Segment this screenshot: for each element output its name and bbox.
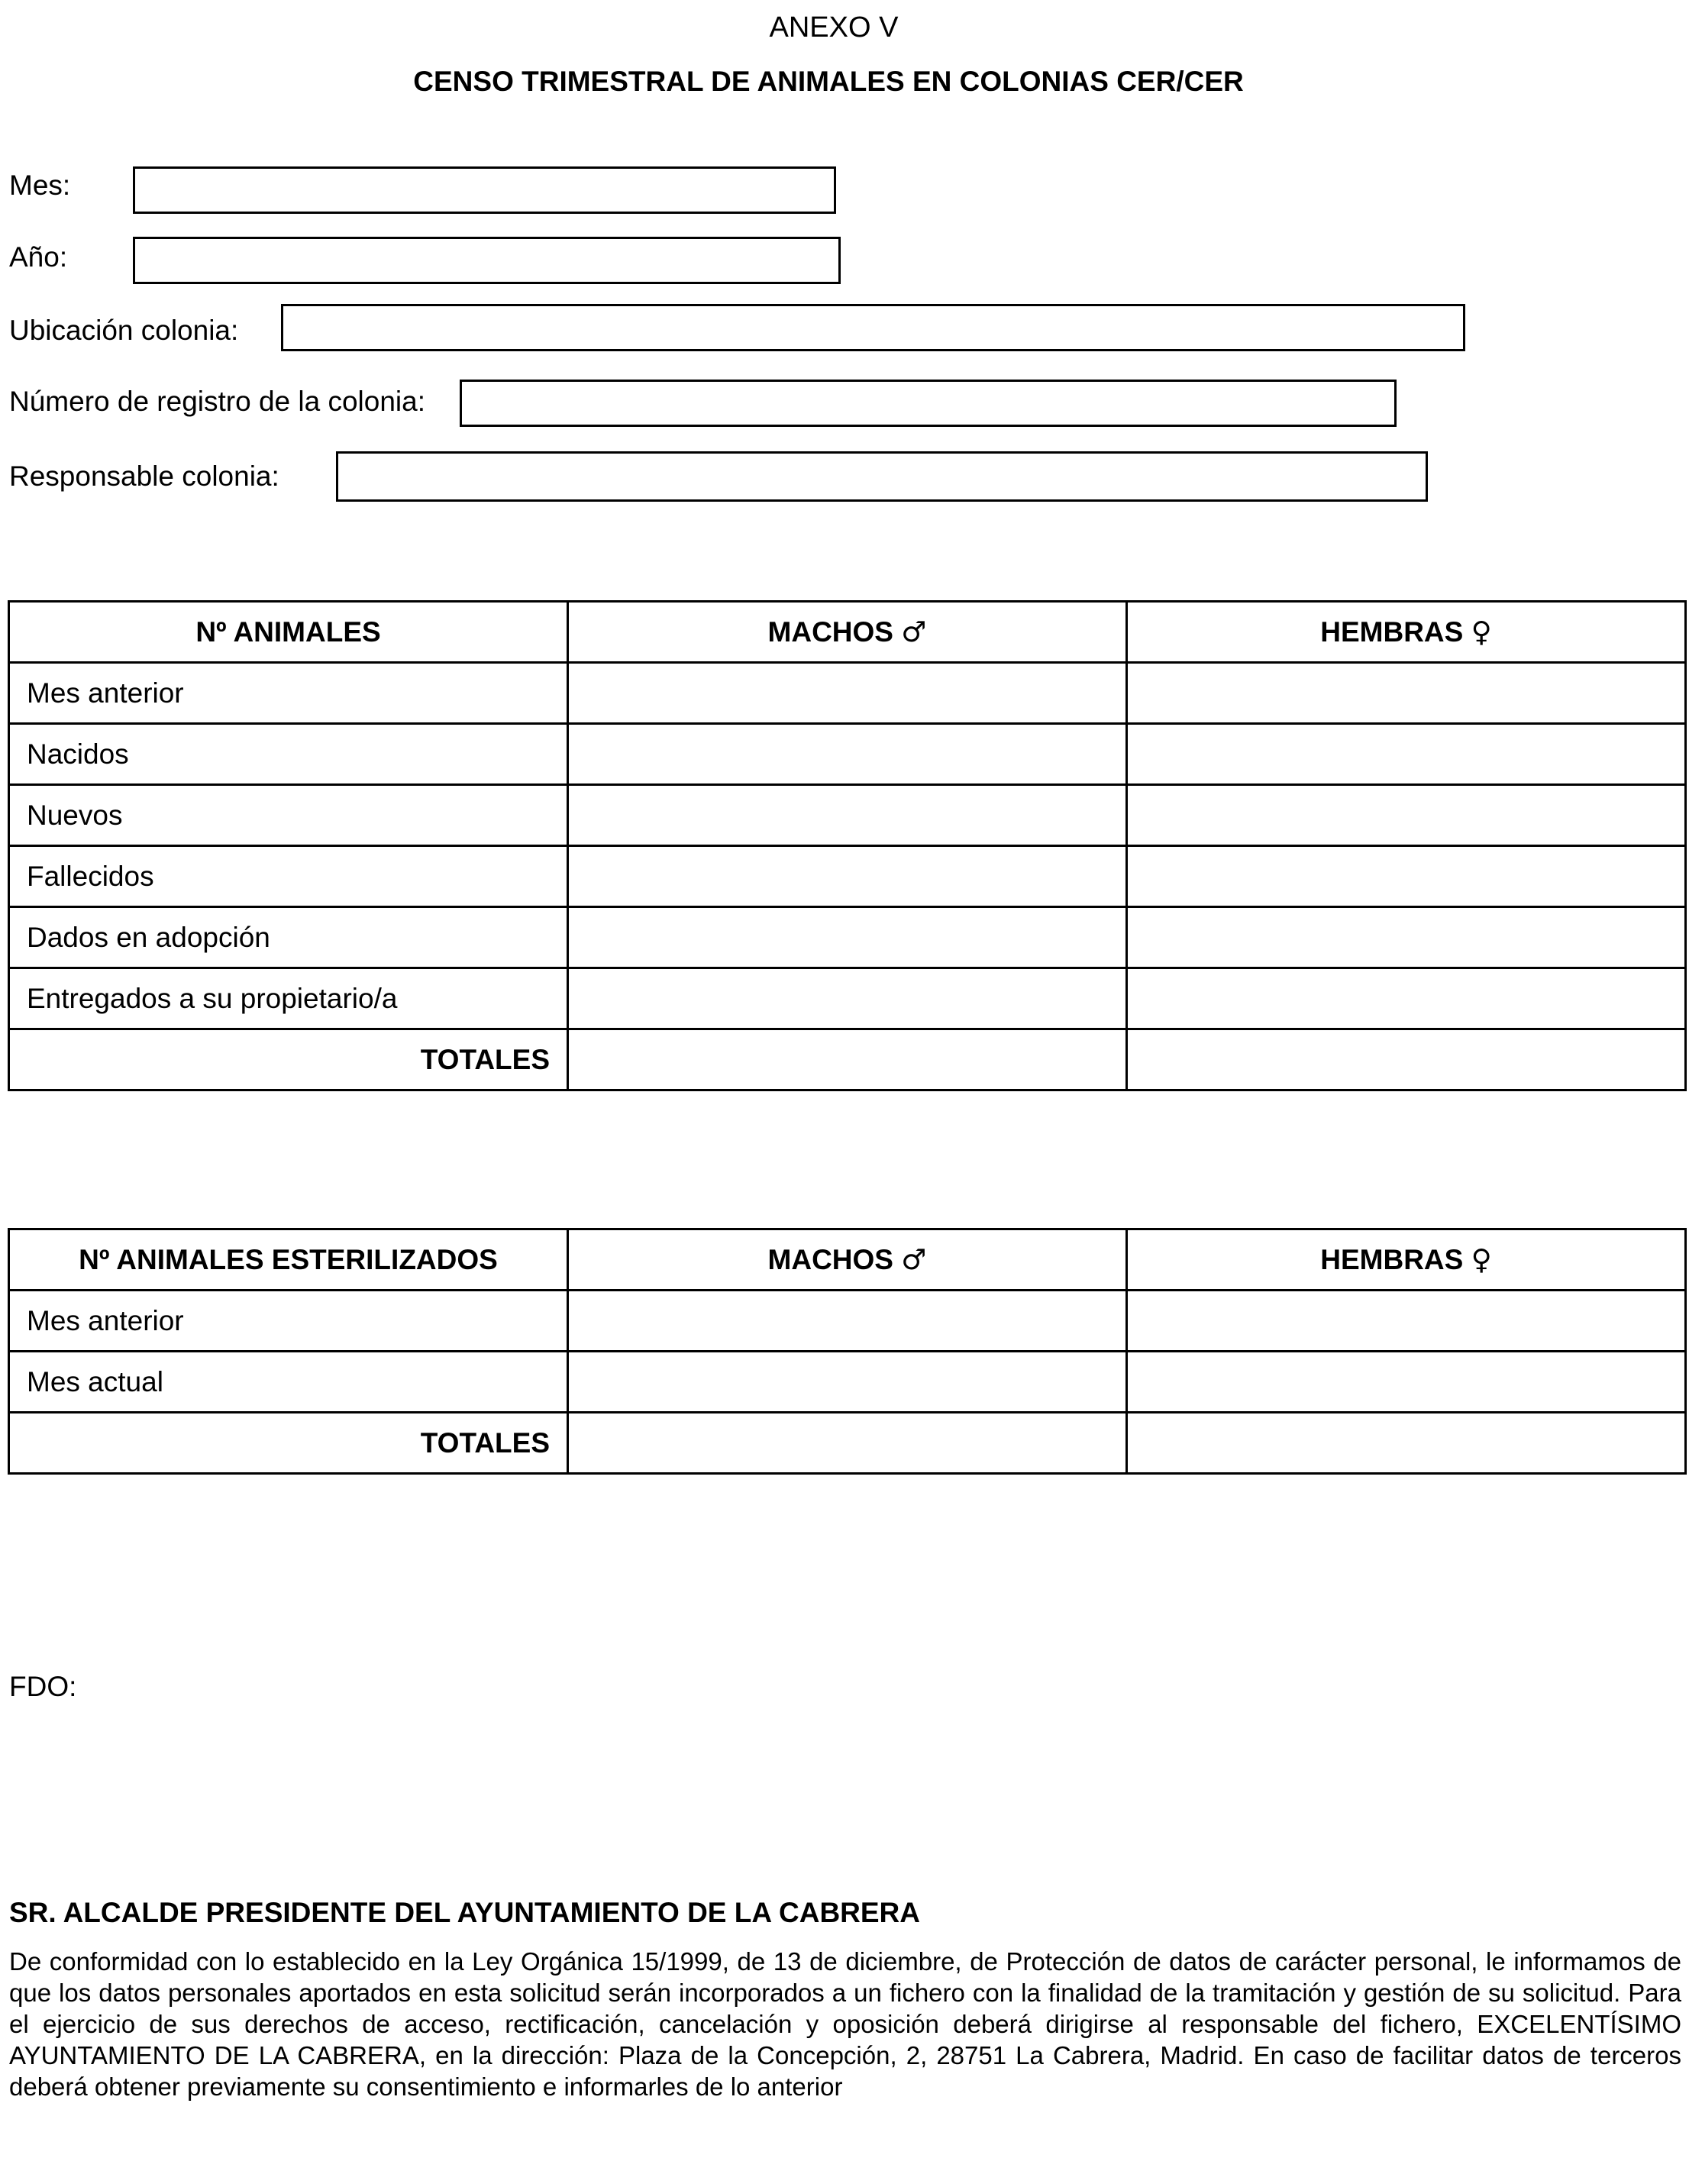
animals-table: [8, 600, 1687, 1091]
male-symbol-icon: ♂: [901, 1243, 927, 1276]
cell-females-total[interactable]: [1127, 1413, 1686, 1474]
cell-males-total[interactable]: [568, 1029, 1127, 1090]
signature-label: FDO:: [9, 1671, 77, 1702]
table-row: [9, 1352, 1686, 1413]
male-symbol-icon: ♂: [901, 615, 927, 648]
table-header-row: [9, 1229, 1686, 1291]
table-row: [9, 724, 1686, 785]
totals-label: TOTALES: [9, 1029, 568, 1090]
annex-label: ANEXO V: [769, 11, 899, 44]
legal-notice: De conformidad con lo establecido en la Ley Orgánica 15/1999, de 13 de diciembre, de Protección de datos de carácter personal, le informamos de que los datos personales aportados en esta solicitud serán incorporados a un fichero con la finalidad de la tramitación y gestión de su solicitud. Para el ejercicio de sus derechos de acceso, rectificación, cancelación y oposición deberá dirigirse al responsable del fichero, EXCELENTÍSIMO AYUNTAMIENTO DE LA CABRERA, en la dirección: Plaza de la Concepción, 2, 28751 La Cabrera, Madrid. En caso de facilitar datos de terceros deberá obtener previamente su consentimiento e informarles de lo anterior: [9, 1947, 1681, 2101]
cell-males-current-month[interactable]: [568, 1352, 1127, 1413]
row-label-current-month: Mes actual: [9, 1352, 568, 1413]
row-label-born: Nacidos: [9, 724, 568, 785]
month-field[interactable]: [133, 166, 836, 214]
cell-males-adopted[interactable]: [568, 907, 1127, 968]
cell-females-total[interactable]: [1127, 1029, 1686, 1090]
row-label-new: Nuevos: [9, 785, 568, 846]
cell-females-previous-month[interactable]: [1127, 663, 1686, 724]
cell-females-born[interactable]: [1127, 724, 1686, 785]
cell-females-returned-to-owner[interactable]: [1127, 968, 1686, 1029]
sterilized-table: [8, 1228, 1687, 1475]
month-label: Mes:: [9, 170, 71, 201]
header-label: Nº ANIMALES: [195, 615, 381, 648]
registry-label: Número de registro de la colonia:: [9, 386, 426, 417]
cell-males-new[interactable]: [568, 785, 1127, 846]
header-males: [568, 602, 1127, 663]
cell-males-returned-to-owner[interactable]: [568, 968, 1127, 1029]
page-title: CENSO TRIMESTRAL DE ANIMALES EN COLONIAS CER/CER: [413, 66, 1244, 97]
female-symbol-icon: ♀: [1471, 615, 1492, 648]
cell-females-current-month[interactable]: [1127, 1352, 1686, 1413]
header-label: Nº ANIMALES ESTERILIZADOS: [79, 1243, 498, 1275]
header-sterilized: [9, 1229, 568, 1291]
header-females-label: HEMBRAS: [1320, 1244, 1464, 1275]
cell-females-deceased[interactable]: [1127, 846, 1686, 907]
row-label-previous-month: Mes anterior: [9, 663, 568, 724]
header-females: [1127, 602, 1686, 663]
cell-males-previous-month[interactable]: [568, 663, 1127, 724]
row-label-returned-to-owner: Entregados a su propietario/a: [9, 968, 568, 1029]
cell-males-deceased[interactable]: [568, 846, 1127, 907]
manager-label: Responsable colonia:: [9, 460, 279, 492]
location-field[interactable]: [281, 304, 1465, 351]
table-row: [9, 785, 1686, 846]
table-row: [9, 663, 1686, 724]
header-males-label: MACHOS: [767, 616, 893, 648]
header-males-label: MACHOS: [767, 1244, 893, 1275]
header-animals: [9, 602, 568, 663]
row-label-previous-month: Mes anterior: [9, 1291, 568, 1352]
table-row: [9, 968, 1686, 1029]
addressee: SR. ALCALDE PRESIDENTE DEL AYUNTAMIENTO DE LA CABRERA: [9, 1897, 920, 1928]
year-label: Año:: [9, 241, 68, 273]
table-header-row: [9, 602, 1686, 663]
manager-field[interactable]: [336, 451, 1428, 502]
cell-males-born[interactable]: [568, 724, 1127, 785]
header-males: [568, 1229, 1127, 1291]
registry-field[interactable]: [460, 380, 1397, 427]
row-label-deceased: Fallecidos: [9, 846, 568, 907]
totals-label: TOTALES: [9, 1413, 568, 1474]
table-row: [9, 1291, 1686, 1352]
header-females: [1127, 1229, 1686, 1291]
header-females-label: HEMBRAS: [1320, 616, 1464, 648]
cell-females-adopted[interactable]: [1127, 907, 1686, 968]
female-symbol-icon: ♀: [1471, 1243, 1492, 1276]
cell-females-new[interactable]: [1127, 785, 1686, 846]
totals-row: [9, 1029, 1686, 1090]
year-field[interactable]: [133, 237, 841, 284]
table-row: [9, 846, 1686, 907]
totals-row: [9, 1413, 1686, 1474]
table-row: [9, 907, 1686, 968]
cell-males-previous-month[interactable]: [568, 1291, 1127, 1352]
location-label: Ubicación colonia:: [9, 315, 239, 346]
cell-females-previous-month[interactable]: [1127, 1291, 1686, 1352]
cell-males-total[interactable]: [568, 1413, 1127, 1474]
row-label-adopted: Dados en adopción: [9, 907, 568, 968]
